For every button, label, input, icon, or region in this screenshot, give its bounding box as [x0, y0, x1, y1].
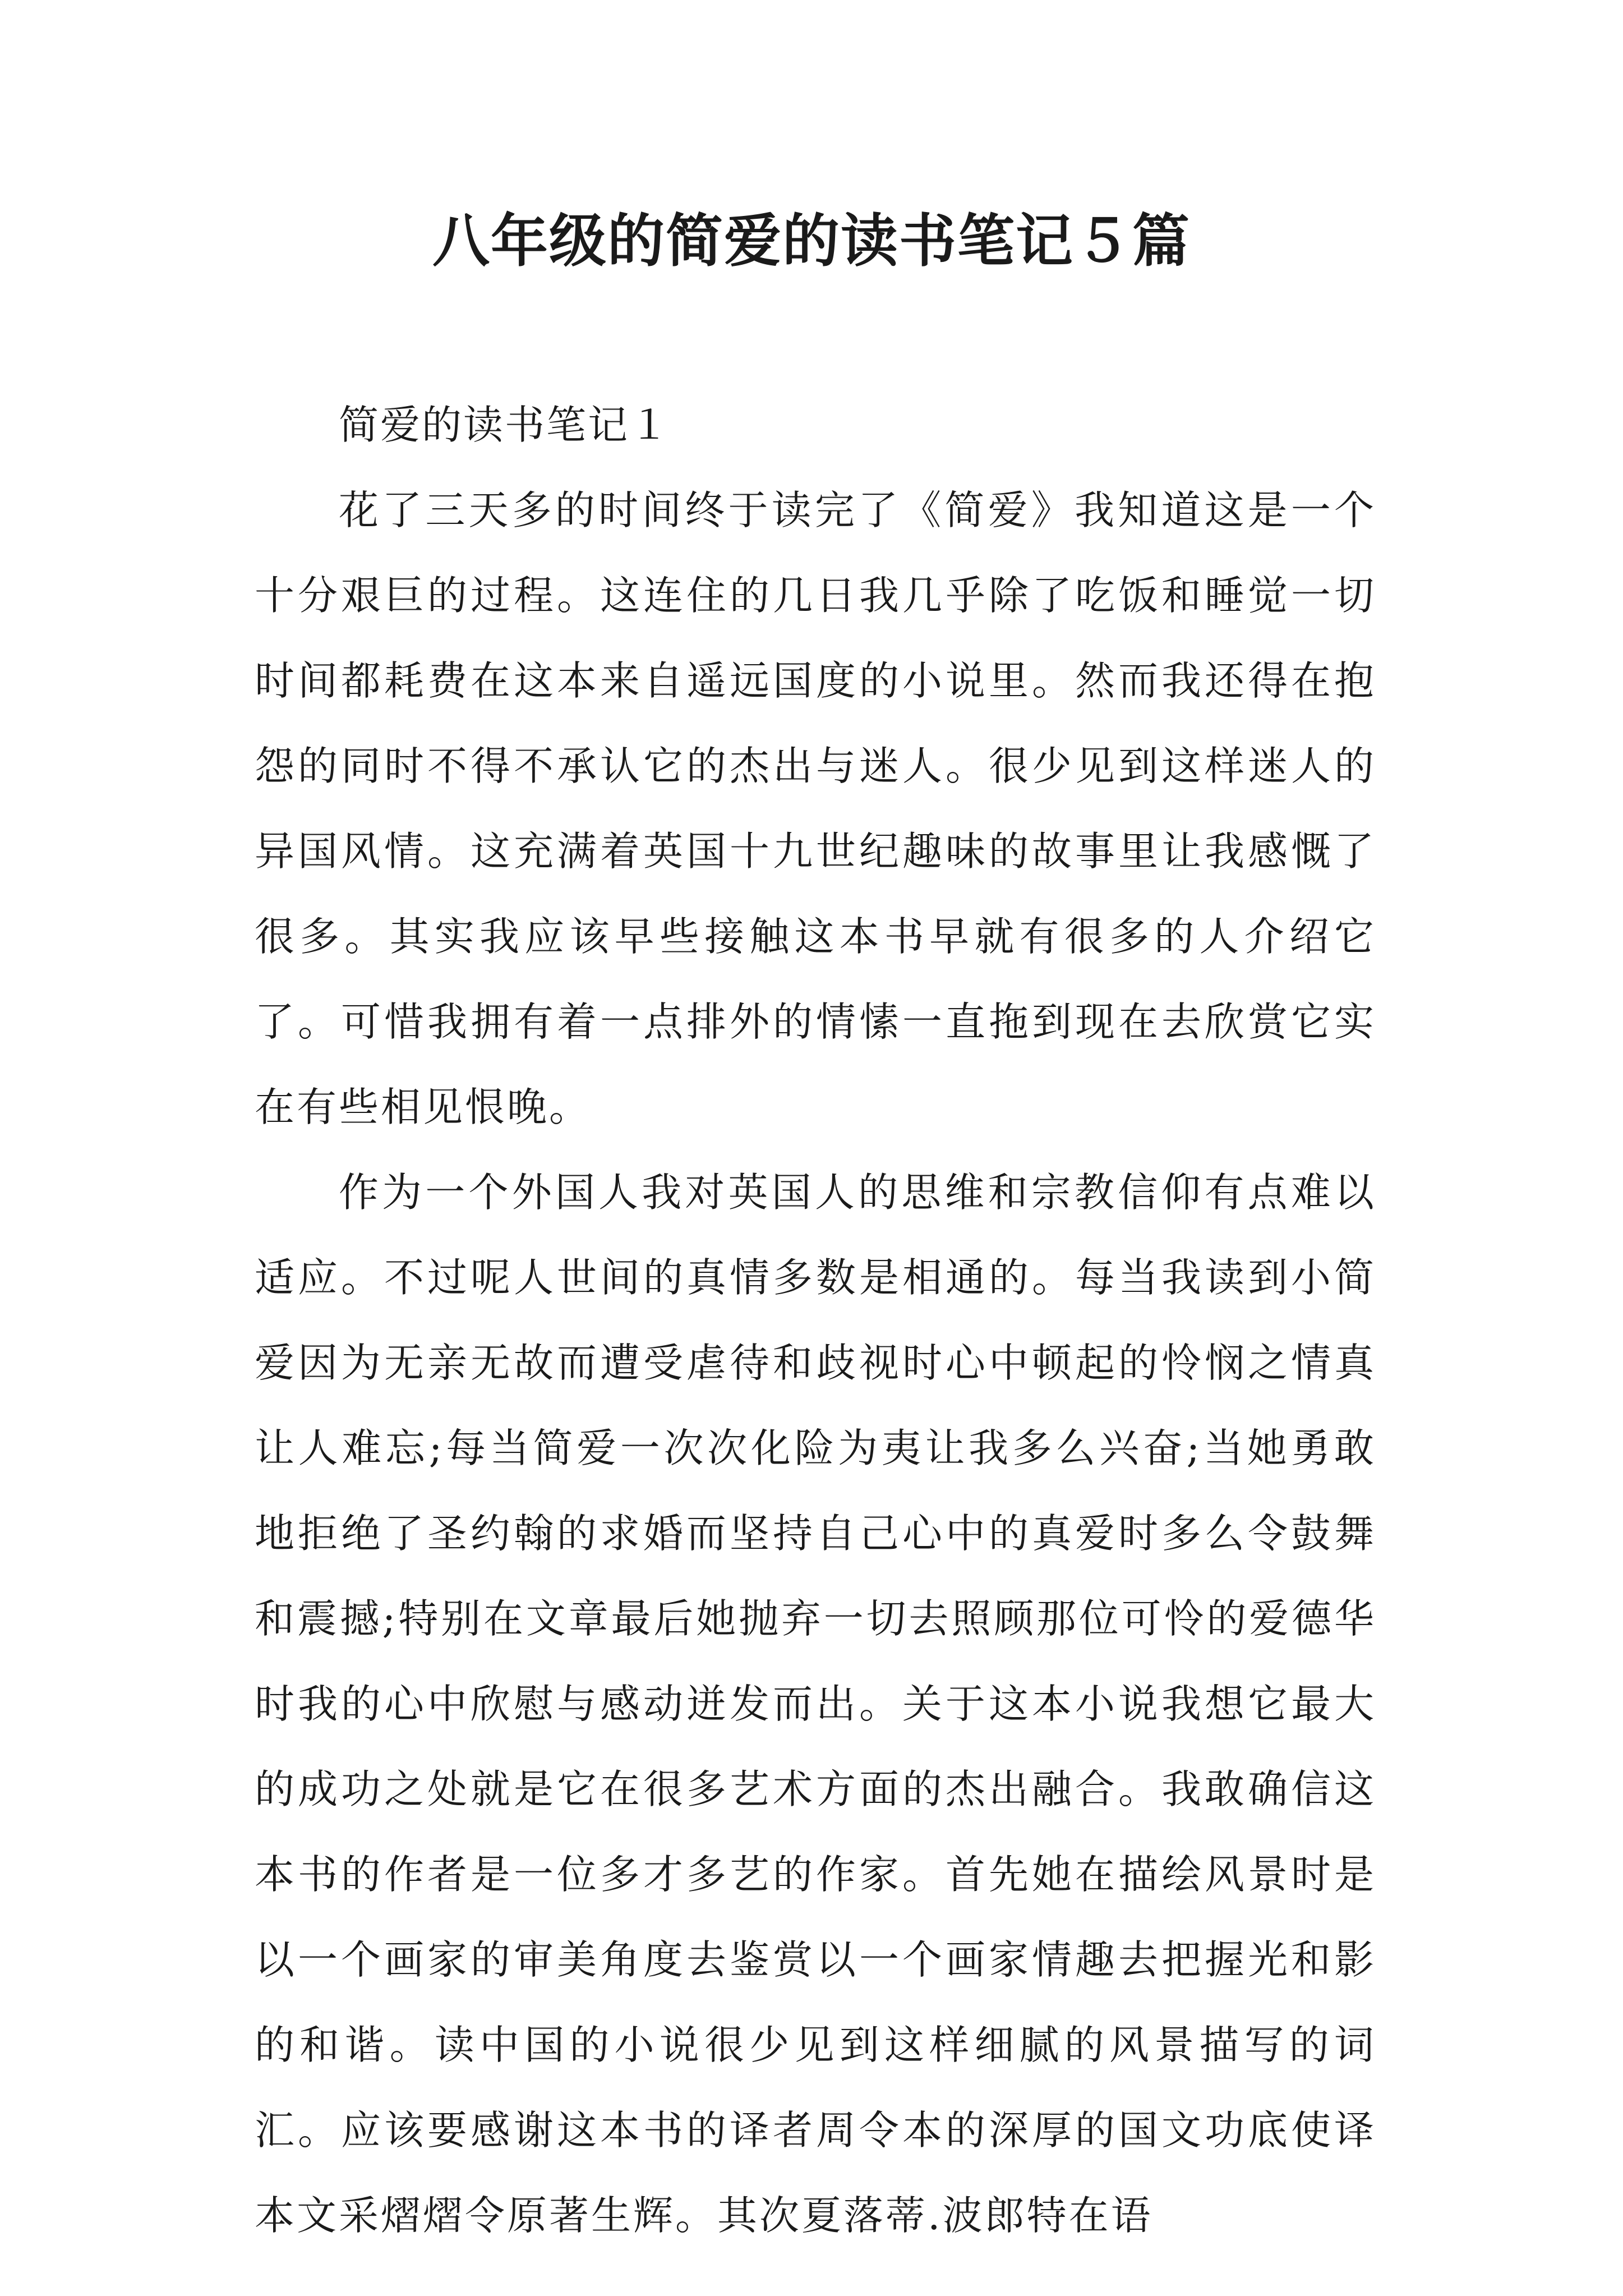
body-paragraph: 作为一个外国人我对英国人的思维和宗教信仰有点难以适应。不过呢人世间的真情多数是相通的。每当我读到小简爱因为无亲无故而遭受虐待和歧视时心中顿起的怜悯之情真让人难忘;每当简爱一次次化险为夷让我多么兴奋;当她勇敢地拒绝了圣约翰的求婚而坚持自己心中的真爱时多么令鼓舞和震撼;特别在文章最后她抛弃一切去照顾那位可怜的爱德华时我的心中欣慰与感动迸发而出。关于这本小说我想它最大的成功之处就是它在很多艺术方面的杰出融合。我敢确信这本书的作者是一位多才多艺的作家。首先她在描绘风景时是以一个画家的审美角度去鉴赏以一个画家情趣去把握光和影的和谐。读中国的小说很少见到这样细腻的风景描写的词汇。应该要感谢这本书的译者周令本的深厚的国文功底使译本文采熠熠令原著生辉。其次夏落蒂.波郎特在语	[255, 1169, 1376, 2239]
body-paragraph: 花了三天多的时间终于读完了《简爱》我知道这是一个十分艰巨的过程。这连住的几日我几乎除了吃饭和睡觉一切时间都耗费在这本来自遥远国度的小说里。然而我还得在抱怨的同时不得不承认它的杰出与迷人。很少见到这样迷人的异国风情。这充满着英国十九世纪趣味的故事里让我感慨了很多。其实我应该早些接触这本书早就有很多的人介绍它了。可惜我拥有着一点排外的情愫一直拖到现在去欣赏它实在有些相见恨晚。	[255, 487, 1376, 1130]
document-body	[255, 383, 1376, 2258]
section-heading: 简爱的读书笔记１	[339, 402, 671, 448]
document-title: 八年级的简爱的读书笔记５篇	[432, 208, 1191, 275]
